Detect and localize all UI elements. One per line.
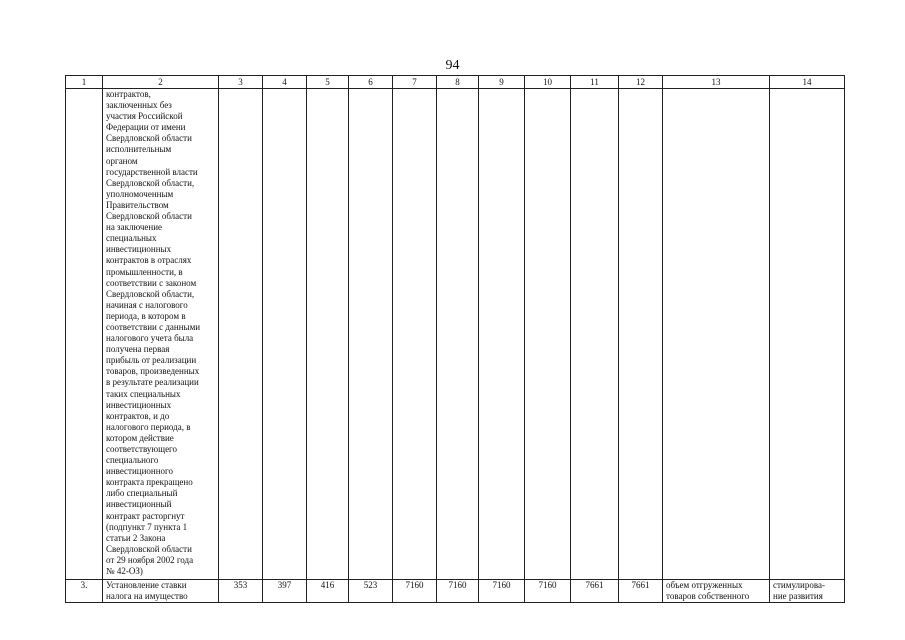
value-cell: 7661 — [619, 580, 663, 603]
column-header: 7 — [393, 76, 437, 89]
column-header: 8 — [437, 76, 479, 89]
table-row — [66, 89, 845, 580]
description-text: Установление ставки налога на имущество — [106, 580, 188, 602]
table-cell — [307, 89, 349, 580]
column-header: 9 — [479, 76, 525, 89]
description-text: контрактов, заключенных без участия Российской Федерации от имени Свердловской области исполнительным органом государственной власти Свердловской области, уполномоченным Правительством Свердловской области на заключение специальных инвестиционных контрактов в отраслях промышленности, в соответствии с законом Свердловской области, начиная с налогового периода, в котором в соответствии с данными налогового учета была получена первая прибыль от реализации товаров, произведенных в результате реализации таких специальных инвестиционных контрактов, и до налогового периода, в котором действие соответствующего специального инвестиционного контракта прекращено либо специальный инвестиционный контракт расторгнут (подпункт 7 пункта 1 статьи 2 Закона Свердловской области от 29 ноября 2002 года № 42-ОЗ) — [106, 89, 201, 577]
value-cell: 7160 — [525, 580, 571, 603]
value-cell: 7160 — [437, 580, 479, 603]
table-cell — [349, 89, 393, 580]
goal-text: стимулирова- ние развития — [773, 580, 825, 602]
goal-cell — [770, 580, 845, 603]
column-header: 5 — [307, 76, 349, 89]
table-cell — [263, 89, 307, 580]
row-number-cell: 3. — [66, 580, 103, 603]
column-header: 6 — [349, 76, 393, 89]
column-header: 4 — [263, 76, 307, 89]
table-cell — [525, 89, 571, 580]
data-table — [65, 75, 845, 603]
page-number: 94 — [445, 58, 460, 73]
column-header: 1 — [66, 76, 103, 89]
column-header: 13 — [663, 76, 770, 89]
value-cell: 523 — [349, 580, 393, 603]
value-cell: 7661 — [571, 580, 619, 603]
table-cell — [219, 89, 263, 580]
column-header: 11 — [571, 76, 619, 89]
value-cell: 7160 — [393, 580, 437, 603]
table-cell — [619, 89, 663, 580]
column-header: 2 — [103, 76, 219, 89]
indicator-text: объем отгруженных товаров собственного — [666, 580, 750, 602]
indicator-cell — [663, 580, 770, 603]
table-row — [66, 580, 845, 603]
table-cell — [571, 89, 619, 580]
table-cell — [479, 89, 525, 580]
table-cell — [437, 89, 479, 580]
value-cell: 353 — [219, 580, 263, 603]
column-header: 14 — [770, 76, 845, 89]
column-header: 10 — [525, 76, 571, 89]
table-cell — [663, 89, 770, 580]
value-cell: 397 — [263, 580, 307, 603]
table-cell — [393, 89, 437, 580]
table-cell — [770, 89, 845, 580]
value-cell: 7160 — [479, 580, 525, 603]
table-header-row — [66, 76, 845, 89]
description-cell — [103, 89, 219, 580]
value-cell: 416 — [307, 580, 349, 603]
row-number-cell — [66, 89, 103, 580]
column-header: 12 — [619, 76, 663, 89]
description-cell — [103, 580, 219, 603]
column-header: 3 — [219, 76, 263, 89]
